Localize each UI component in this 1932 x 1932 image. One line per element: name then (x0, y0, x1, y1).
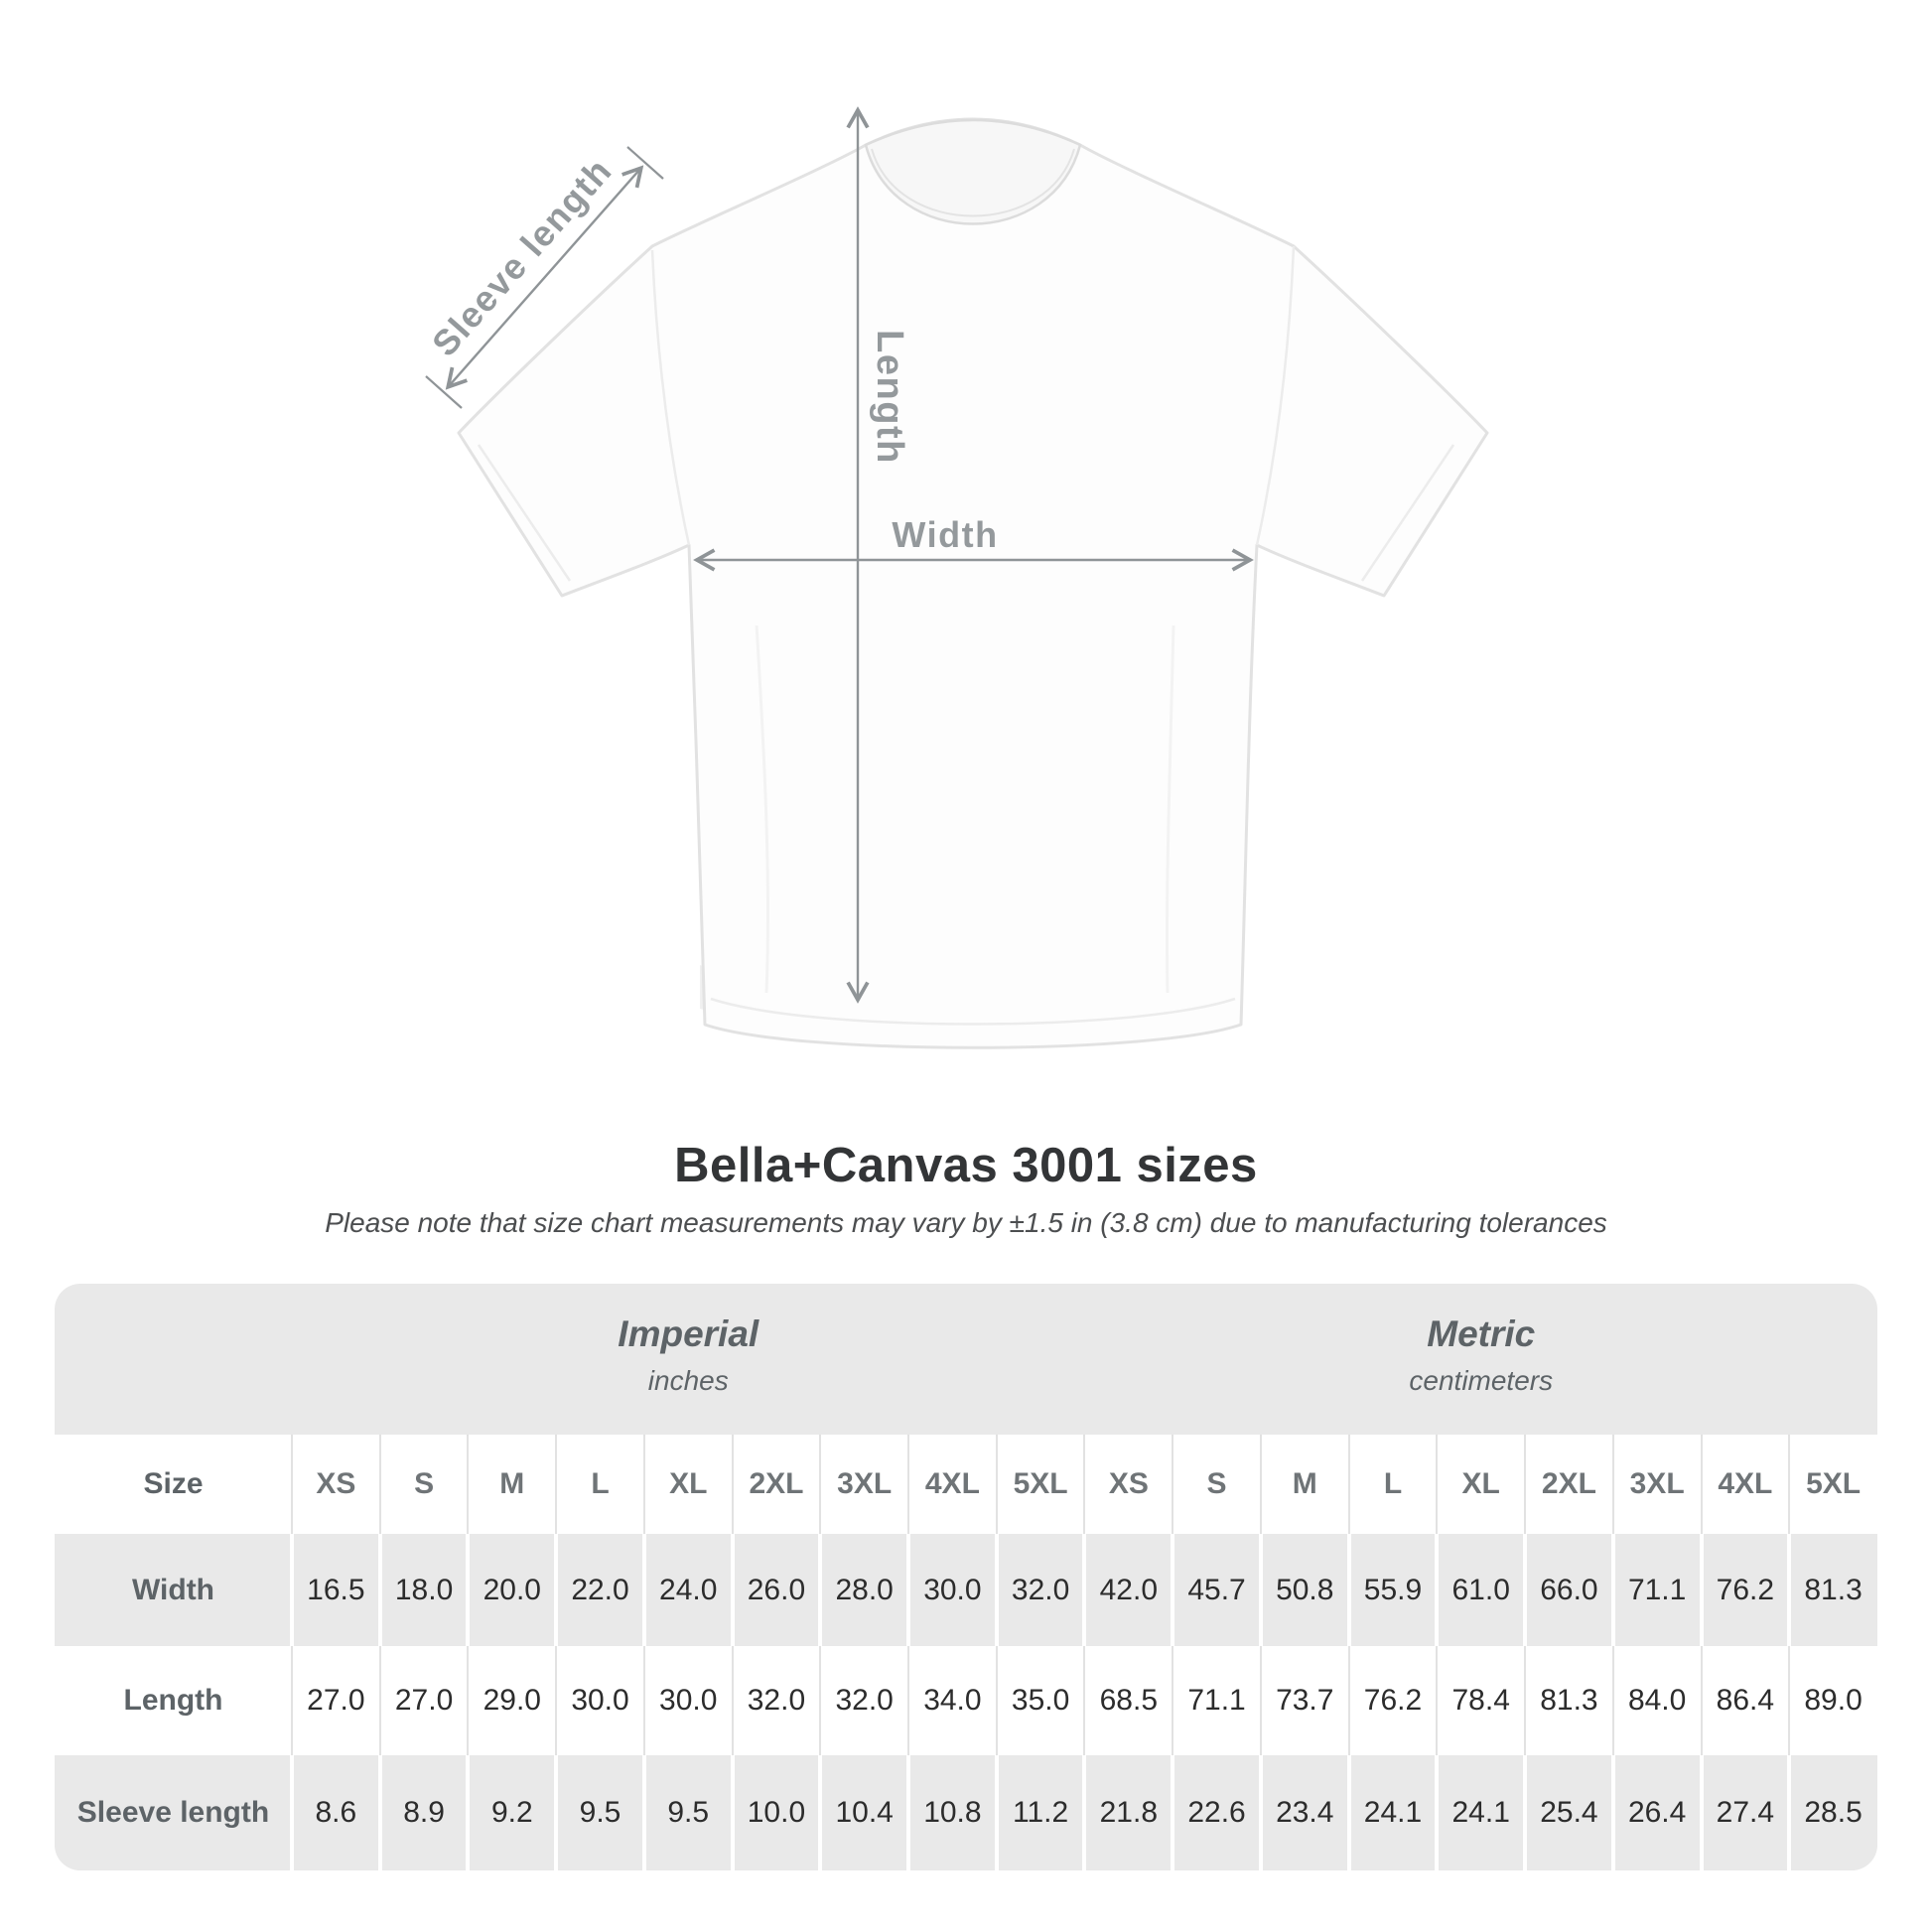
measurement-value: 21.8 (1084, 1755, 1173, 1870)
size-column-header: 3XL (1613, 1435, 1702, 1534)
measurement-value: 61.0 (1437, 1534, 1525, 1646)
size-column-header: S (380, 1435, 469, 1534)
measurement-value: 18.0 (380, 1534, 469, 1646)
measurement-value: 32.0 (997, 1534, 1085, 1646)
measurement-value: 20.0 (468, 1534, 556, 1646)
size-table-rows (55, 1435, 1877, 1870)
size-column-header: XS (1084, 1435, 1173, 1534)
measurement-value: 8.9 (380, 1755, 469, 1870)
measurement-value: 32.0 (733, 1646, 821, 1755)
imperial-group-header (292, 1284, 1085, 1435)
measurement-value: 84.0 (1613, 1646, 1702, 1755)
size-column-header: M (468, 1435, 556, 1534)
measurement-value: 27.0 (380, 1646, 469, 1755)
size-column-header: XL (644, 1435, 733, 1534)
imperial-sublabel: inches (647, 1365, 729, 1396)
size-column-header: L (556, 1435, 644, 1534)
measurement-value: 28.5 (1789, 1755, 1877, 1870)
measurement-value: 32.0 (820, 1646, 908, 1755)
measurement-value: 42.0 (1084, 1534, 1173, 1646)
size-column-header: XL (1437, 1435, 1525, 1534)
measurement-value: 22.0 (556, 1534, 644, 1646)
size-table (55, 1284, 1877, 1870)
measurement-value: 24.1 (1349, 1755, 1438, 1870)
table-row (55, 1646, 1877, 1755)
row-label: Size (143, 1467, 204, 1500)
measurement-value: 27.4 (1702, 1755, 1790, 1870)
measurement-value: 34.0 (908, 1646, 997, 1755)
measurement-value: 8.6 (292, 1755, 380, 1870)
measurement-value: 22.6 (1173, 1755, 1261, 1870)
measurement-value: 68.5 (1084, 1646, 1173, 1755)
measurement-value: 27.0 (292, 1646, 380, 1755)
unit-header-spacer (55, 1284, 292, 1435)
table-row (55, 1534, 1877, 1646)
measurement-value: 25.4 (1525, 1755, 1613, 1870)
sleeve-arrow-tick (627, 147, 663, 179)
measurement-value: 10.4 (820, 1755, 908, 1870)
measurement-value: 81.3 (1525, 1646, 1613, 1755)
size-column-header: L (1349, 1435, 1438, 1534)
measurement-value: 86.4 (1702, 1646, 1790, 1755)
measurement-value: 30.0 (908, 1534, 997, 1646)
measurement-value: 16.5 (292, 1534, 380, 1646)
measurement-value: 71.1 (1173, 1646, 1261, 1755)
measurement-value: 73.7 (1261, 1646, 1349, 1755)
size-column-header: 2XL (733, 1435, 821, 1534)
metric-group-header (1085, 1284, 1878, 1435)
tshirt-body (459, 119, 1487, 1047)
page-title: Bella+Canvas 3001 sizes (674, 1139, 1258, 1192)
measurement-value: 30.0 (644, 1646, 733, 1755)
measurement-value: 71.1 (1613, 1534, 1702, 1646)
sleeve-annotation-label: Sleeve length (423, 149, 621, 364)
measurement-value: 76.2 (1702, 1534, 1790, 1646)
size-column-header: 2XL (1525, 1435, 1613, 1534)
tolerance-note: Please note that size chart measurements may vary by ±1.5 in (3.8 cm) due to manufacturing tolerances (325, 1207, 1607, 1238)
sleeve-arrow-tick (426, 376, 462, 408)
measurement-value: 35.0 (997, 1646, 1085, 1755)
measurement-value: 66.0 (1525, 1534, 1613, 1646)
metric-label: Metric (1427, 1313, 1536, 1354)
row-label: Sleeve length (76, 1796, 270, 1829)
measurement-value: 24.1 (1437, 1755, 1525, 1870)
measurement-value: 9.5 (556, 1755, 644, 1870)
measurement-value: 89.0 (1789, 1646, 1877, 1755)
measurement-value: 26.0 (733, 1534, 821, 1646)
length-annotation-label: Length (869, 330, 910, 465)
measurement-value: 81.3 (1789, 1534, 1877, 1646)
measurement-value: 76.2 (1349, 1646, 1438, 1755)
measurement-value: 10.0 (733, 1755, 821, 1870)
measurement-value: 23.4 (1261, 1755, 1349, 1870)
row-label: Length (123, 1684, 223, 1717)
measurement-value: 10.8 (908, 1755, 997, 1870)
measurement-value: 78.4 (1437, 1646, 1525, 1755)
size-column-header: 4XL (1702, 1435, 1790, 1534)
metric-sublabel: centimeters (1409, 1365, 1554, 1396)
measurement-value: 45.7 (1173, 1534, 1261, 1646)
measurement-value: 26.4 (1613, 1755, 1702, 1870)
table-row (55, 1755, 1877, 1870)
measurement-value: 28.0 (820, 1534, 908, 1646)
measurement-value: 24.0 (644, 1534, 733, 1646)
row-label: Width (131, 1573, 215, 1606)
measurement-value: 29.0 (468, 1646, 556, 1755)
measurement-value: 30.0 (556, 1646, 644, 1755)
size-header-row (55, 1435, 1877, 1534)
size-column-header: 4XL (908, 1435, 997, 1534)
size-column-header: M (1261, 1435, 1349, 1534)
width-annotation-label: Width (892, 514, 999, 555)
size-column-header: XS (292, 1435, 380, 1534)
measurement-value: 50.8 (1261, 1534, 1349, 1646)
size-column-header: 3XL (820, 1435, 908, 1534)
measurement-value: 9.2 (468, 1755, 556, 1870)
size-column-header: 5XL (997, 1435, 1085, 1534)
size-column-header: S (1173, 1435, 1261, 1534)
measurement-value: 9.5 (644, 1755, 733, 1870)
measurement-value: 11.2 (997, 1755, 1085, 1870)
measurement-value: 55.9 (1349, 1534, 1438, 1646)
size-column-header: 5XL (1789, 1435, 1877, 1534)
imperial-label: Imperial (618, 1313, 759, 1354)
unit-group-header-row (55, 1284, 1877, 1435)
